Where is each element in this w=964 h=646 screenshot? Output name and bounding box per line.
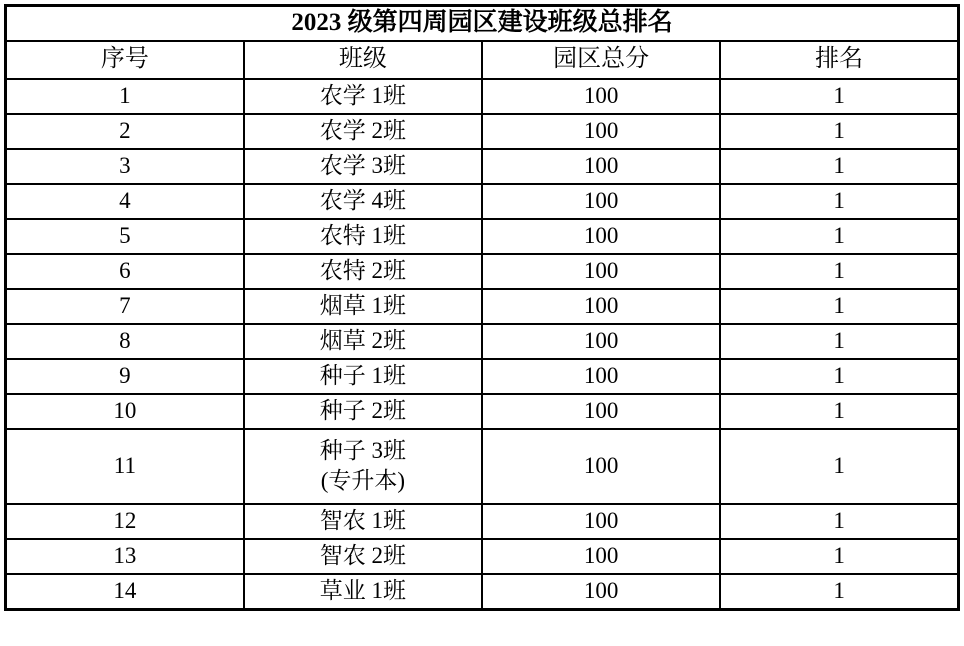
column-header-rank: 排名: [720, 41, 958, 79]
cell-class: 农特 2班: [244, 254, 482, 289]
cell-rank: 1: [720, 184, 958, 219]
table-header-row: [6, 41, 959, 79]
cell-rank: 1: [720, 359, 958, 394]
table-row: [6, 114, 959, 149]
cell-class: 农学 4班: [244, 184, 482, 219]
cell-class: 烟草 2班: [244, 324, 482, 359]
cell-no: 11: [6, 429, 244, 504]
table-row: [6, 429, 959, 504]
table-row: [6, 79, 959, 114]
cell-rank: 1: [720, 289, 958, 324]
cell-rank: 1: [720, 254, 958, 289]
cell-rank: 1: [720, 429, 958, 504]
cell-score: 100: [482, 184, 720, 219]
table-row: [6, 504, 959, 539]
cell-score: 100: [482, 114, 720, 149]
cell-no: 3: [6, 149, 244, 184]
cell-no: 10: [6, 394, 244, 429]
cell-class: 草业 1班: [244, 574, 482, 610]
column-header-class: 班级: [244, 41, 482, 79]
cell-score: 100: [482, 289, 720, 324]
cell-no: 1: [6, 79, 244, 114]
cell-score: 100: [482, 504, 720, 539]
column-header-score: 园区总分: [482, 41, 720, 79]
cell-score: 100: [482, 219, 720, 254]
table-row: [6, 324, 959, 359]
cell-class: [244, 429, 482, 504]
cell-class: 烟草 1班: [244, 289, 482, 324]
cell-class: 种子 2班: [244, 394, 482, 429]
cell-no: 7: [6, 289, 244, 324]
cell-score: 100: [482, 79, 720, 114]
cell-rank: 1: [720, 539, 958, 574]
cell-rank: 1: [720, 149, 958, 184]
cell-rank: 1: [720, 219, 958, 254]
cell-score: 100: [482, 539, 720, 574]
cell-class: 智农 2班: [244, 539, 482, 574]
cell-score: 100: [482, 324, 720, 359]
cell-rank: 1: [720, 394, 958, 429]
table-row: [6, 149, 959, 184]
cell-no: 13: [6, 539, 244, 574]
cell-score: 100: [482, 359, 720, 394]
cell-no: 8: [6, 324, 244, 359]
table-row: [6, 219, 959, 254]
cell-class: 农学 1班: [244, 79, 482, 114]
cell-score: 100: [482, 429, 720, 504]
table-row: [6, 359, 959, 394]
cell-no: 2: [6, 114, 244, 149]
table-row: [6, 394, 959, 429]
cell-score: 100: [482, 574, 720, 610]
table-row: [6, 254, 959, 289]
cell-class: 智农 1班: [244, 504, 482, 539]
cell-rank: 1: [720, 79, 958, 114]
cell-no: 9: [6, 359, 244, 394]
cell-class: 农学 2班: [244, 114, 482, 149]
cell-score: 100: [482, 149, 720, 184]
cell-no: 5: [6, 219, 244, 254]
cell-rank: 1: [720, 574, 958, 610]
table-row: [6, 539, 959, 574]
class-name-line1: 种子 3班: [319, 438, 406, 464]
cell-class: 农学 3班: [244, 149, 482, 184]
cell-no: 12: [6, 504, 244, 539]
table-row: [6, 289, 959, 324]
table-title-row: [6, 6, 959, 41]
column-header-no: 序号: [6, 41, 244, 79]
cell-rank: 1: [720, 504, 958, 539]
cell-no: 14: [6, 574, 244, 610]
cell-no: 6: [6, 254, 244, 289]
class-name-line2: (专升本): [320, 468, 406, 493]
cell-score: 100: [482, 254, 720, 289]
ranking-table: [4, 4, 960, 611]
cell-score: 100: [482, 394, 720, 429]
table-title: 2023 级第四周园区建设班级总排名: [6, 6, 959, 41]
cell-rank: 1: [720, 114, 958, 149]
cell-rank: 1: [720, 324, 958, 359]
cell-class: 农特 1班: [244, 219, 482, 254]
table-row: [6, 574, 959, 610]
cell-no: 4: [6, 184, 244, 219]
cell-class: 种子 1班: [244, 359, 482, 394]
table-row: [6, 184, 959, 219]
